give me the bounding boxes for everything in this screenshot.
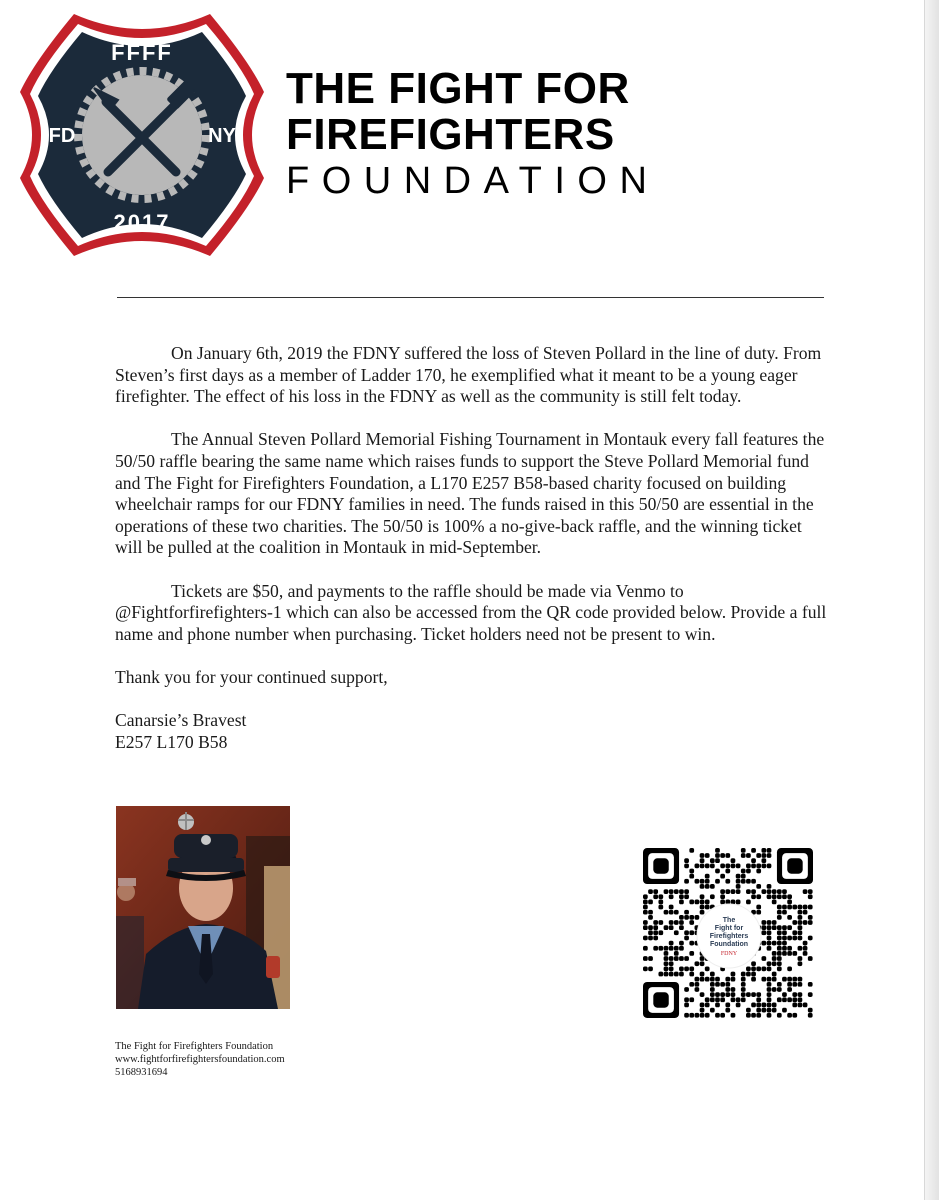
- paragraph-2: The Annual Steven Pollard Memorial Fishing Tournament in Montauk every fall features the 50/50 raffle bearing the same name which raises funds to support the Steve Pollard Memorial fund and The Fight for Firefighters Foundation, a L170 E257 B58-based charity focused on building wheelchair ramps for our FDNY families in need. The funds raised in this 50/50 are essential in the operations of these two charities. The 50/50 is 100% a no-give-back raffle, and the winning ticket will be pulled at the coalition in Montauk in mid-September.: [115, 429, 825, 558]
- signature-line-1: Canarsie’s Bravest: [115, 710, 247, 731]
- qr-center-line-3: Firefighters: [709, 933, 749, 940]
- paragraph-3: Tickets are $50, and payments to the raffle should be made via Venmo to @Fightforfirefighters-1 which can also be accessed from the QR code provided below. Provide a full name and phone number when purchasing. Ticket holders need not be present to win.: [115, 580, 827, 644]
- signature-line-2: E257 L170 B58: [115, 731, 228, 752]
- logo-top-text: FFFF: [111, 40, 173, 65]
- title-line-2: FIREFIGHTERS: [286, 110, 615, 159]
- title-line-1: THE FIGHT FOR: [286, 64, 630, 113]
- footer-contact: [115, 1040, 375, 1079]
- foundation-logo: [14, 8, 270, 262]
- qr-center-line-5: FDNY: [720, 951, 738, 957]
- logo-left-text: FD: [48, 125, 76, 147]
- closing-line: Thank you for your continued support,: [115, 666, 388, 687]
- page-edge: [924, 0, 939, 1200]
- qr-center-line-1: The: [722, 917, 736, 924]
- footer-org-name: The Fight for Firefighters Foundation: [115, 1041, 274, 1052]
- footer-website-link[interactable]: www.fightforfirefightersfoundation.com: [115, 1054, 285, 1065]
- qr-center-line-4: Foundation: [709, 941, 749, 948]
- memorial-photo: [116, 806, 290, 1009]
- logo-right-text: NY: [208, 125, 236, 147]
- logo-year: 2017: [113, 210, 171, 235]
- venmo-qr-code[interactable]: [643, 848, 813, 1018]
- organization-title: [286, 66, 706, 202]
- qr-center-line-2: Fight for: [714, 925, 744, 932]
- letter-body: [115, 343, 830, 753]
- title-line-3: FOUNDATION: [286, 160, 660, 202]
- footer-phone: 5168931694: [115, 1067, 168, 1078]
- header-divider: [117, 297, 824, 298]
- paragraph-1: On January 6th, 2019 the FDNY suffered the loss of Steven Pollard in the line of duty. From Steven’s first days as a member of Ladder 170, he exemplified what it meant to be a young eager firefighter. The effect of his loss in the FDNY as well as the community is still felt today.: [115, 343, 822, 407]
